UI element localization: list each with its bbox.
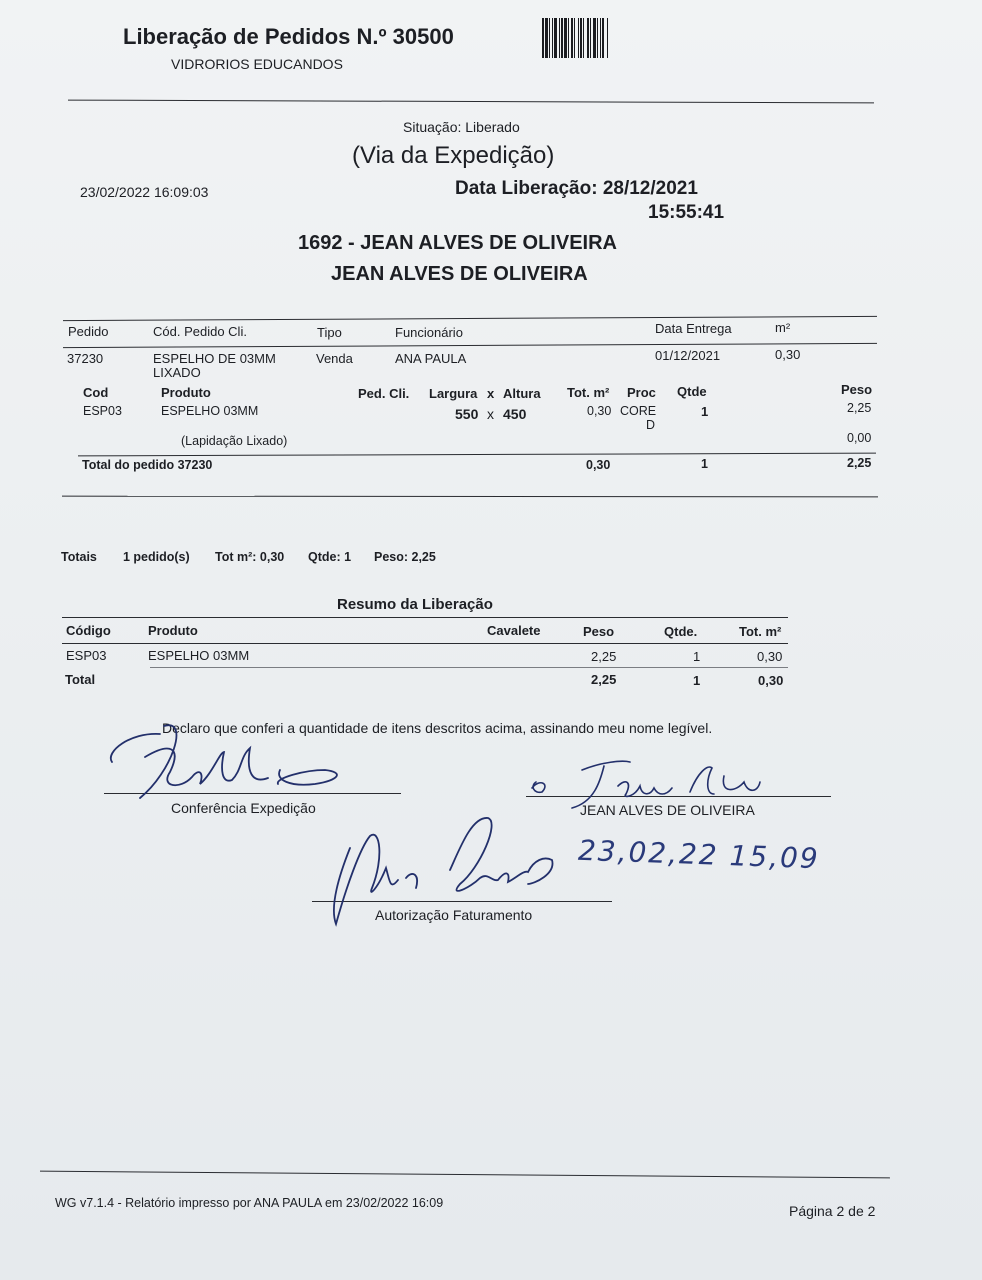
conferencia-label: Conferência Expedição — [171, 800, 316, 816]
signature-ana-paula — [320, 808, 570, 933]
totais-m2: Tot m²: 0,30 — [215, 550, 285, 564]
totais-qtde: Qtde: 1 — [308, 550, 352, 564]
resumo-col-qtde: Qtde. — [664, 624, 698, 639]
cod-pedido-cli-2: LIXADO — [153, 365, 201, 380]
resumo-total-peso: 2,25 — [591, 672, 617, 687]
col-proc: Proc — [627, 385, 656, 400]
col-x: x — [487, 386, 495, 401]
item-produto: ESPELHO 03MM — [161, 404, 259, 418]
divider — [68, 100, 874, 104]
resumo-row-tot-m2: 0,30 — [757, 649, 783, 664]
funcionario: ANA PAULA — [395, 351, 467, 366]
totais-peso: Peso: 2,25 — [374, 550, 436, 564]
sub-item-label: (Lapidação Lixado) — [181, 434, 288, 448]
col-produto: Produto — [161, 385, 211, 400]
resumo-row-codigo: ESP03 — [66, 648, 107, 663]
item-proc: CORE — [620, 404, 657, 418]
col-m2: m² — [775, 320, 791, 335]
col-ped-cli: Ped. Cli. — [358, 386, 410, 401]
tipo: Venda — [316, 351, 353, 366]
cliente-signature-label: JEAN ALVES DE OLIVEIRA — [580, 802, 755, 818]
resumo-title: Resumo da Liberação — [337, 596, 493, 613]
col-pedido: Pedido — [68, 324, 109, 339]
resumo-total-tot-m2: 0,30 — [758, 673, 784, 688]
data-liberacao: Data Liberação: 28/12/2021 — [455, 178, 698, 199]
item-cod: ESP03 — [83, 404, 122, 418]
resumo-col-codigo: Código — [66, 623, 111, 638]
total-pedido-label: Total do pedido 37230 — [82, 458, 213, 472]
resumo-total-label: Total — [65, 672, 96, 687]
item-altura: 450 — [503, 406, 527, 422]
declaracao-text: Declaro que conferi a quantidade de itens descritos acima, assinando meu nome legível. — [162, 720, 713, 736]
col-peso: Peso — [841, 382, 873, 397]
resumo-total-qtde: 1 — [693, 673, 701, 688]
item-qtde: 1 — [701, 404, 709, 419]
total-pedido-qtde: 1 — [701, 457, 708, 471]
item-peso: 2,25 — [847, 401, 872, 415]
col-funcionario: Funcionário — [395, 325, 463, 340]
col-cod-pedido-cli: Cód. Pedido Cli. — [153, 324, 247, 339]
autorizacao-label: Autorização Faturamento — [375, 907, 533, 923]
divider — [62, 496, 878, 498]
resumo-row-peso: 2,25 — [591, 649, 617, 664]
hora-liberacao: 15:55:41 — [648, 202, 725, 223]
total-pedido-m2: 0,30 — [586, 458, 611, 472]
resumo-col-produto: Produto — [148, 623, 198, 638]
print-datetime: 23/02/2022 16:09:03 — [80, 184, 209, 200]
col-tipo: Tipo — [317, 325, 342, 340]
data-entrega: 01/12/2021 — [655, 348, 721, 363]
item-largura: 550 — [455, 406, 479, 422]
cliente-nome: JEAN ALVES DE OLIVEIRA — [331, 263, 588, 285]
m2-value: 0,30 — [775, 347, 801, 362]
resumo-row-qtde: 1 — [693, 649, 701, 664]
company-name: VIDRORIOS EDUCANDOS — [171, 56, 343, 72]
document-title: Liberação de Pedidos N.º 30500 — [123, 24, 454, 49]
totais-label: Totais — [61, 550, 97, 564]
col-data-entrega: Data Entrega — [655, 321, 732, 336]
pedido-number: 37230 — [67, 351, 104, 366]
cod-pedido-cli: ESPELHO DE 03MM — [153, 351, 276, 366]
divider — [62, 643, 788, 644]
divider — [150, 667, 788, 668]
divider — [63, 343, 877, 348]
page-number: Página 2 de 2 — [789, 1203, 876, 1219]
situacao: Situação: Liberado — [403, 119, 520, 135]
signature-jean — [522, 752, 772, 812]
item-x: x — [487, 406, 494, 422]
item-proc-2: D — [646, 418, 656, 432]
divider — [62, 617, 788, 618]
resumo-col-tot-m2: Tot. m² — [739, 624, 782, 639]
signature-paulo — [100, 712, 360, 812]
handwritten-date: 23,02,22 15,09 — [577, 833, 821, 876]
divider — [63, 316, 877, 321]
col-altura: Altura — [503, 386, 541, 401]
via-label: (Via da Expedição) — [352, 142, 555, 169]
col-cod: Cod — [83, 385, 109, 400]
footer-report-info: WG v7.1.4 - Relatório impresso por ANA PAULA em 23/02/2022 16:09 — [55, 1196, 444, 1210]
resumo-row-produto: ESPELHO 03MM — [148, 648, 250, 663]
col-qtde: Qtde — [677, 384, 707, 399]
col-tot-m2: Tot. m² — [567, 385, 610, 400]
resumo-col-cavalete: Cavalete — [487, 623, 541, 638]
totais-pedidos: 1 pedido(s) — [123, 550, 190, 564]
footer-divider — [40, 1171, 890, 1179]
divider — [78, 453, 876, 457]
sub-item-peso: 0,00 — [847, 431, 872, 445]
resumo-col-peso: Peso — [583, 624, 615, 639]
barcode — [542, 18, 684, 58]
item-tot-m2: 0,30 — [587, 404, 612, 418]
col-largura: Largura — [429, 386, 478, 401]
total-pedido-peso: 2,25 — [847, 456, 872, 470]
cliente-codigo-nome: 1692 - JEAN ALVES DE OLIVEIRA — [298, 232, 617, 254]
